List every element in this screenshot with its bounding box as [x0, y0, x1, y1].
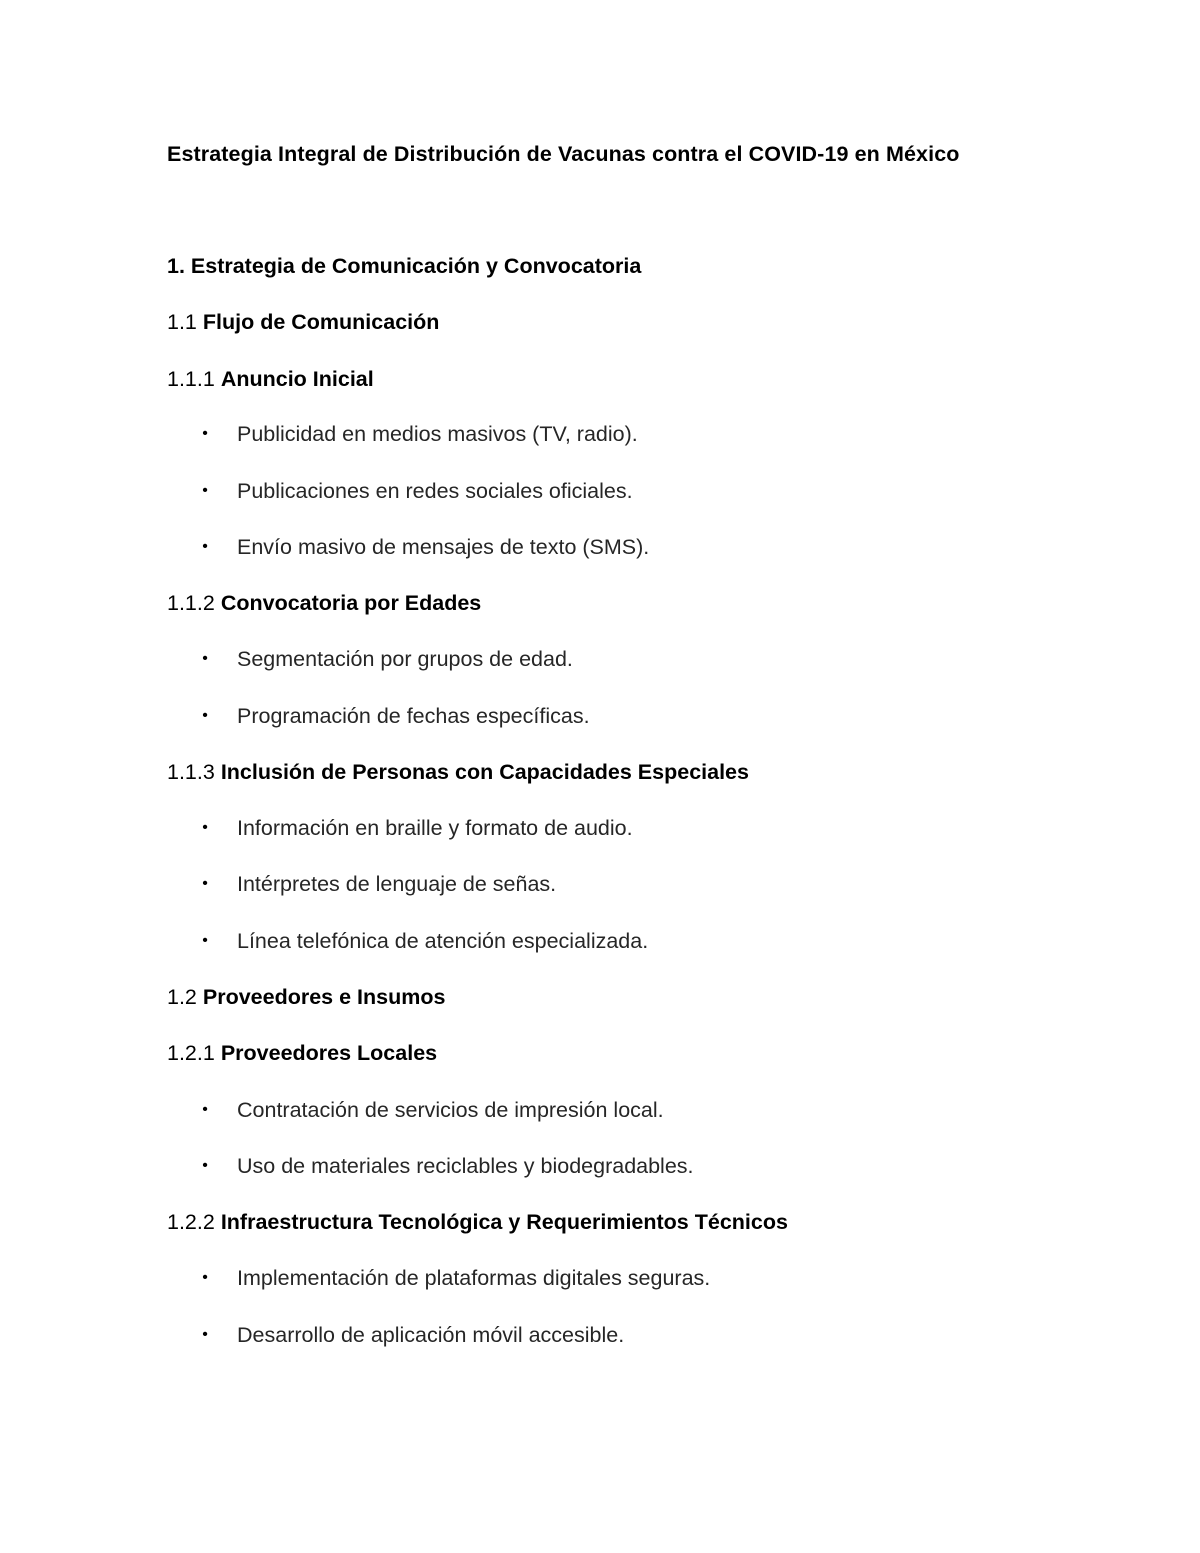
list-item-text: Uso de materiales reciclables y biodegradables.: [237, 1154, 694, 1178]
bullet-icon: •: [202, 707, 208, 724]
bullet-icon: •: [202, 1269, 208, 1286]
list-item-text: Desarrollo de aplicación móvil accesible.: [237, 1323, 625, 1347]
section-heading-1: 1. Estrategia de Comunicación y Convocatoria: [167, 254, 642, 278]
subsection-number: 1.2: [167, 985, 197, 1009]
subsection-number: 1.1.2: [167, 591, 215, 615]
list-item-text: Envío masivo de mensajes de texto (SMS).: [237, 535, 650, 559]
list-item-text: Implementación de plataformas digitales seguras.: [237, 1266, 711, 1290]
subsection-heading-1-1-2: [167, 589, 481, 617]
subsection-number: 1.1.1: [167, 367, 215, 391]
list-item-text: Programación de fechas específicas.: [237, 704, 590, 728]
subsection-label: Proveedores Locales: [220, 1041, 438, 1065]
subsection-heading-1-2-1: [167, 1039, 437, 1067]
subsection-number: 1.2.1: [167, 1041, 215, 1065]
subsection-label: Inclusión de Personas con Capacidades Especiales: [220, 760, 749, 784]
bullet-icon: •: [202, 1157, 208, 1174]
list-item-text: Línea telefónica de atención especializada.: [237, 929, 649, 953]
bullet-icon: •: [202, 425, 208, 442]
document-title: Estrategia Integral de Distribución de Vacunas contra el COVID-19 en México: [167, 142, 960, 166]
bullet-icon: •: [202, 1101, 208, 1118]
subsection-label: Flujo de Comunicación: [202, 310, 440, 334]
list-item-text: Publicaciones en redes sociales oficiales.: [237, 479, 633, 503]
subsection-number: 1.1.3: [167, 760, 215, 784]
subsection-heading-1-1-1: [167, 365, 374, 393]
subsection-heading-1-2: [167, 983, 445, 1011]
list-item-text: Intérpretes de lenguaje de señas.: [237, 872, 557, 896]
subsection-label: Proveedores e Insumos: [202, 985, 446, 1009]
bullet-icon: •: [202, 1326, 208, 1343]
subsection-label: Infraestructura Tecnológica y Requerimientos Técnicos: [220, 1210, 788, 1234]
subsection-number: 1.2.2: [167, 1210, 215, 1234]
subsection-number: 1.1: [167, 310, 197, 334]
bullet-icon: •: [202, 932, 208, 949]
bullet-icon: •: [202, 875, 208, 892]
bullet-icon: •: [202, 538, 208, 555]
list-item-text: Contratación de servicios de impresión local.: [237, 1098, 664, 1122]
list-item-text: Información en braille y formato de audio.: [237, 816, 633, 840]
bullet-icon: •: [202, 819, 208, 836]
subsection-heading-1-2-2: [167, 1208, 788, 1236]
list-item-text: Segmentación por grupos de edad.: [237, 647, 573, 671]
bullet-icon: •: [202, 482, 208, 499]
subsection-label: Anuncio Inicial: [220, 367, 374, 391]
bullet-icon: •: [202, 650, 208, 667]
subsection-heading-1-1: [167, 308, 439, 336]
list-item-text: Publicidad en medios masivos (TV, radio).: [237, 422, 638, 446]
subsection-heading-1-1-3: [167, 758, 749, 786]
subsection-label: Convocatoria por Edades: [220, 591, 482, 615]
